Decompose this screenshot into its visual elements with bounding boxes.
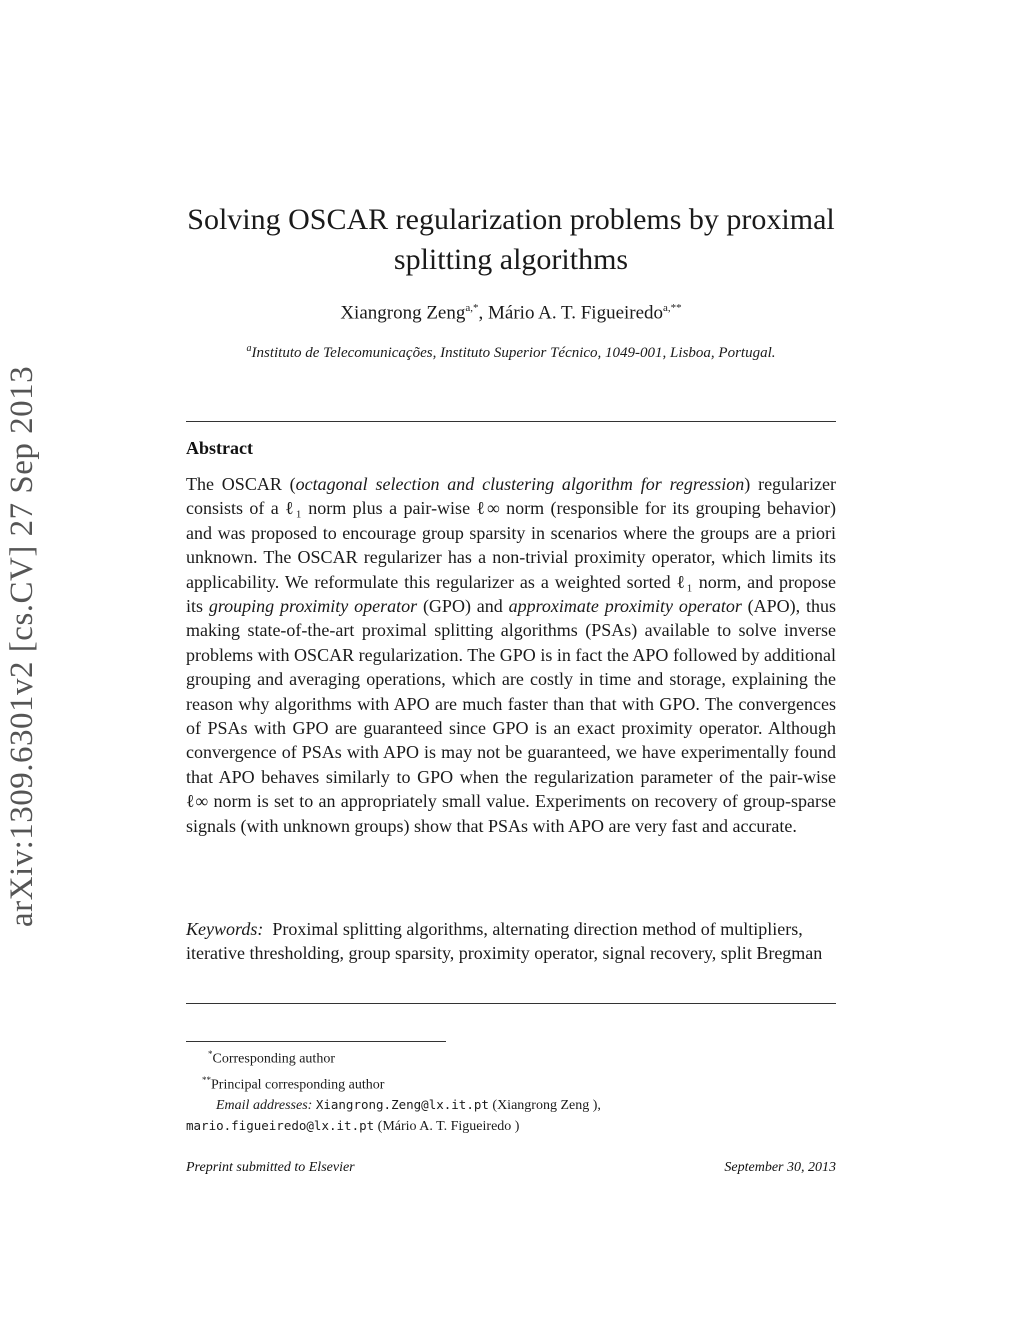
email-link[interactable]: mario.figueiredo@lx.it.pt bbox=[186, 1118, 375, 1134]
footnote-corresponding bbox=[186, 1044, 836, 1070]
abstract-text: ) regularizer consists of a ℓ₁ norm plus a pair-wise ℓ∞ norm (responsible for its grouping behavior) and was proposed to encourage group sparsity in scenarios where the groups are a priori unknown. The OSCAR regularizer has a non-trivial proximity operator, which limits its applicability. We reformulate this regularizer as a weighted sorted ℓ₁ norm, and propose its bbox=[186, 474, 837, 617]
footnote-principal bbox=[186, 1070, 836, 1096]
submission-date: September 30, 2013 bbox=[724, 1160, 836, 1175]
footnote-emails-cont bbox=[186, 1116, 836, 1137]
keywords-label: Keywords: bbox=[186, 919, 264, 939]
footnote-emails bbox=[186, 1095, 836, 1116]
author-name: Xiangrong Zeng bbox=[340, 302, 466, 324]
top-divider bbox=[186, 421, 836, 422]
author-line bbox=[186, 302, 836, 324]
author-name: Mário A. T. Figueiredo bbox=[488, 302, 664, 324]
email-link[interactable]: Xiangrong.Zeng@lx.it.pt bbox=[315, 1097, 489, 1113]
keywords bbox=[186, 917, 836, 966]
arxiv-identifier: arXiv:1309.6301v2 [cs.CV] 27 Sep 2013 bbox=[4, 365, 40, 927]
abstract-text: (GPO) and bbox=[417, 596, 509, 617]
affiliation-mark: a bbox=[246, 343, 252, 354]
bottom-divider bbox=[186, 1003, 836, 1004]
email-label: Email addresses: bbox=[216, 1098, 313, 1114]
footnotes bbox=[186, 1044, 836, 1137]
abstract-text: (APO), thus making state-of-the-art proximal splitting algorithms (PSAs) available to solve inverse problems with OSCAR regularization. The GPO is in fact the APO followed by additional grouping and averaging operations, which are costly in time and storage, explaining the reason why algorithms with APO are much faster than that with GPO. The convergences of PSAs with GPO are guaranteed since GPO is an exact proximity operator. Although convergence of PSAs with APO is may not be guaranteed, we have experimentally found that APO behaves similarly to GPO when the regularization parameter of the pair-wise ℓ∞ norm is set to an appropriately small value. Experiments on recovery of group-sparse signals (with unknown groups) show that PSAs with APO are very fast and accurate. bbox=[186, 596, 836, 836]
footnote-text: Corresponding author bbox=[212, 1051, 335, 1067]
footnote-text: Principal corresponding author bbox=[211, 1077, 385, 1093]
email-owner: (Xiangrong Zeng ), bbox=[488, 1098, 601, 1114]
abstract-italic: octagonal selection and clustering algorithm for regression bbox=[295, 474, 745, 494]
paper-title: Solving OSCAR regularization problems by proximal splitting algorithms bbox=[187, 203, 835, 276]
footnote-rule bbox=[186, 1041, 446, 1042]
abstract-heading: Abstract bbox=[186, 438, 253, 458]
footnote-mark: * bbox=[208, 1049, 213, 1059]
author-separator: , bbox=[478, 302, 489, 324]
author-affil-mark: a,* bbox=[465, 302, 479, 314]
abstract-body bbox=[186, 472, 836, 838]
abstract-text: The OSCAR ( bbox=[186, 474, 296, 494]
author-affil-mark: a,** bbox=[663, 302, 682, 314]
affiliation-text: Instituto de Telecomunicações, Instituto Superior Técnico, 1049-001, Lisboa, Portugal. bbox=[251, 345, 776, 361]
abstract-italic: grouping proximity operator bbox=[208, 596, 418, 617]
preprint-note: Preprint submitted to Elsevier bbox=[186, 1160, 355, 1175]
email-owner: (Mário A. T. Figueiredo ) bbox=[374, 1119, 520, 1135]
affiliation bbox=[176, 343, 846, 362]
footnote-mark: ** bbox=[202, 1074, 211, 1085]
keywords-text: Proximal splitting algorithms, alternating direction method of multipliers, iterative thresholding, group sparsity, proximity operator, signal recovery, split Bregman bbox=[186, 919, 823, 964]
abstract-italic: approximate proximity operator bbox=[508, 596, 742, 617]
